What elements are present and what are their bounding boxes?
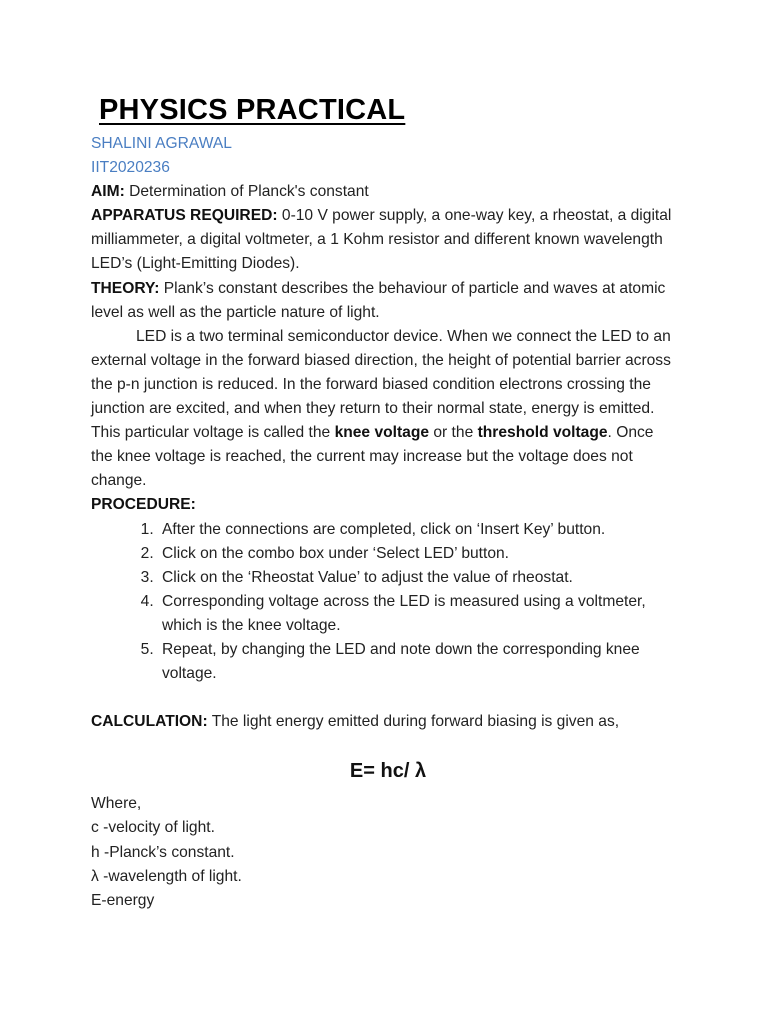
author-name: SHALINI AGRAWAL bbox=[91, 135, 232, 152]
planck-formula: E= hc/ λ bbox=[349, 760, 427, 783]
theory-led-paragraph bbox=[91, 325, 679, 494]
where-item-planck: h -Planck’s constant. bbox=[91, 843, 235, 861]
theory-or-the: or the bbox=[429, 424, 478, 442]
theory-label: THEORY: bbox=[91, 279, 160, 297]
procedure-step: 2. Click on the combo box under ‘Select LED’ button. bbox=[158, 542, 679, 566]
apparatus-text: 0-10 V power supply, a one-way key, a rheostat, a digital milliammeter, a digital voltmeter, a 1 Kohm resistor and different known wavelength LED’s (Light-Emitting Diodes). bbox=[91, 207, 672, 273]
knee-voltage-term: knee voltage bbox=[334, 424, 430, 442]
calculation-paragraph bbox=[91, 710, 679, 734]
theory-text: Plank’s constant describes the behaviour of particle and waves at atomic level as well as the particle nature of light. bbox=[91, 279, 666, 321]
where-item-energy: E-energy bbox=[91, 891, 155, 909]
where-item-wavelength: λ -wavelength of light. bbox=[91, 867, 242, 885]
procedure-step: 3. Click on the ‘Rheostat Value’ to adjust the value of rheostat. bbox=[158, 566, 679, 590]
apparatus-label: APPARATUS REQUIRED: bbox=[91, 207, 278, 225]
calculation-label: CALCULATION: bbox=[91, 713, 208, 731]
procedure-step: 5. Repeat, by changing the LED and note down the corresponding knee voltage. bbox=[158, 638, 679, 686]
aim-text: Determination of Planck's constant bbox=[124, 183, 369, 201]
page-title: PHYSICS PRACTICAL bbox=[99, 94, 406, 126]
procedure-step: 4. Corresponding voltage across the LED is measured using a voltmeter, which is the knee voltage. bbox=[158, 590, 679, 638]
procedure-step: 1. After the connections are completed, click on ‘Insert Key’ button. bbox=[158, 518, 679, 542]
theory-led-text-end: . Once the knee voltage is reached, the current may increase but the voltage does not change. bbox=[91, 424, 654, 490]
document-body bbox=[91, 132, 679, 913]
author-roll-number: IIT2020236 bbox=[91, 159, 170, 177]
apparatus-paragraph bbox=[91, 204, 679, 276]
aim-label: AIM: bbox=[91, 183, 125, 201]
spacer bbox=[91, 686, 679, 710]
aim-paragraph bbox=[91, 180, 679, 204]
where-label: Where, bbox=[91, 795, 142, 813]
procedure-heading bbox=[91, 493, 679, 517]
calculation-text: The light energy emitted during forward biasing is given as, bbox=[207, 713, 620, 731]
where-item-velocity: c -velocity of light. bbox=[91, 819, 215, 837]
procedure-label: PROCEDURE: bbox=[91, 496, 196, 514]
theory-paragraph bbox=[91, 277, 679, 325]
theory-led-text: LED is a two terminal semiconductor device. When we connect the LED to an external voltage in the forward biased direction, the height of potential barrier across the p-n junction is reduced. In the forward biased condition electrons crossing the junction are excited, and when they return to their normal state, energy is emitted. This particular voltage is called the bbox=[91, 327, 671, 442]
threshold-voltage-term: threshold voltage bbox=[477, 424, 608, 442]
procedure-list bbox=[91, 518, 679, 687]
